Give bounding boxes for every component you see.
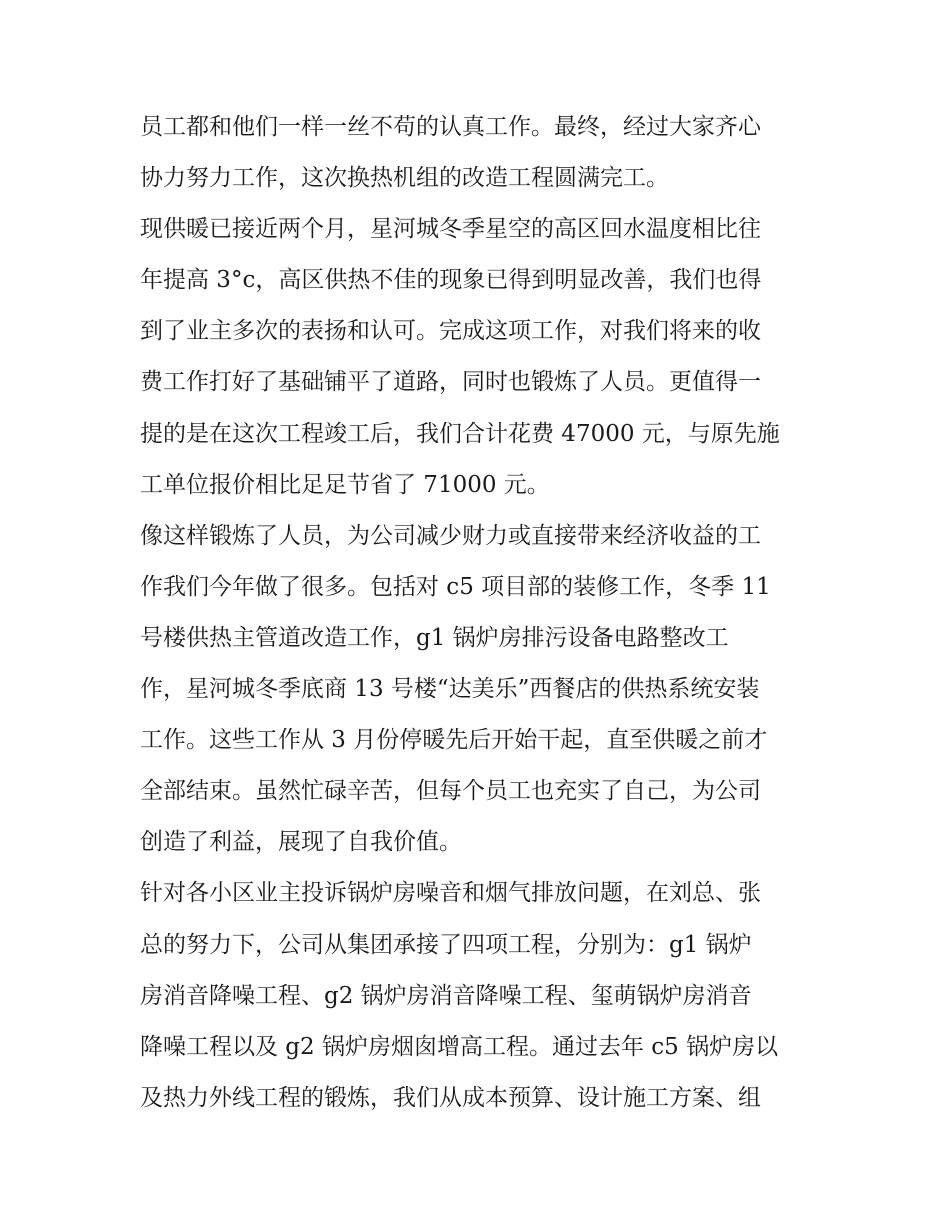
text-line: 号楼供热主管道改造工作，g1 锅炉房排污设备电路整改工 (140, 624, 729, 651)
text-line: 费工作打好了基础铺平了道路，同时也锻炼了人员。更值得一 (140, 369, 761, 396)
text-line: 提的是在这次工程竣工后，我们合计花费 47000 元，与原先施 (140, 420, 780, 447)
text-line: 员工都和他们一样一丝不苟的认真工作。最终，经过大家齐心 (140, 114, 761, 140)
text-line: 及热力外线工程的锻炼，我们从成本预算、设计施工方案、组 (140, 1084, 761, 1111)
text-line: 年提高 3°c，高区供热不佳的现象已得到明显改善，我们也得 (140, 267, 762, 294)
text-line: 像这样锻炼了人员，为公司减少财力或直接带来经济收益的工 (140, 522, 761, 549)
text-line: 到了业主多次的表扬和认可。完成这项工作，对我们将来的收 (140, 318, 761, 345)
text-line: 工作。这些工作从 3 月份停暖先后开始干起，直至供暖之前才 (140, 727, 768, 754)
text-line: 创造了利益，展现了自我价值。 (140, 829, 462, 856)
text-line: 作我们今年做了很多。包括对 c5 项目部的装修工作，冬季 11 (140, 573, 771, 600)
text-line: 针对各小区业主投诉锅炉房噪音和烟气排放问题，在刘总、张 (140, 880, 761, 907)
text-line: 房消音降噪工程、g2 锅炉房消音降噪工程、玺萌锅炉房消音 (140, 982, 752, 1009)
text-line: 协力努力工作，这次换热机组的改造工程圆满完工。 (140, 165, 669, 192)
text-line: 降噪工程以及 g2 锅炉房烟囱增高工程。通过去年 c5 锅炉房以 (140, 1033, 779, 1060)
text-line: 工单位报价相比足足节省了 71000 元。 (140, 471, 550, 498)
text-line: 现供暖已接近两个月，星河城冬季星空的高区回水温度相比往 (140, 216, 761, 243)
text-line: 总的努力下，公司从集团承接了四项工程，分别为：g1 锅炉 (140, 931, 752, 958)
text-line: 作，星河城冬季底商 13 号楼“达美乐”西餐店的供热系统安装 (140, 676, 760, 703)
text-line: 全部结束。虽然忙碌辛苦，但每个员工也充实了自己，为公司 (140, 778, 761, 805)
body-text (140, 102, 820, 1124)
